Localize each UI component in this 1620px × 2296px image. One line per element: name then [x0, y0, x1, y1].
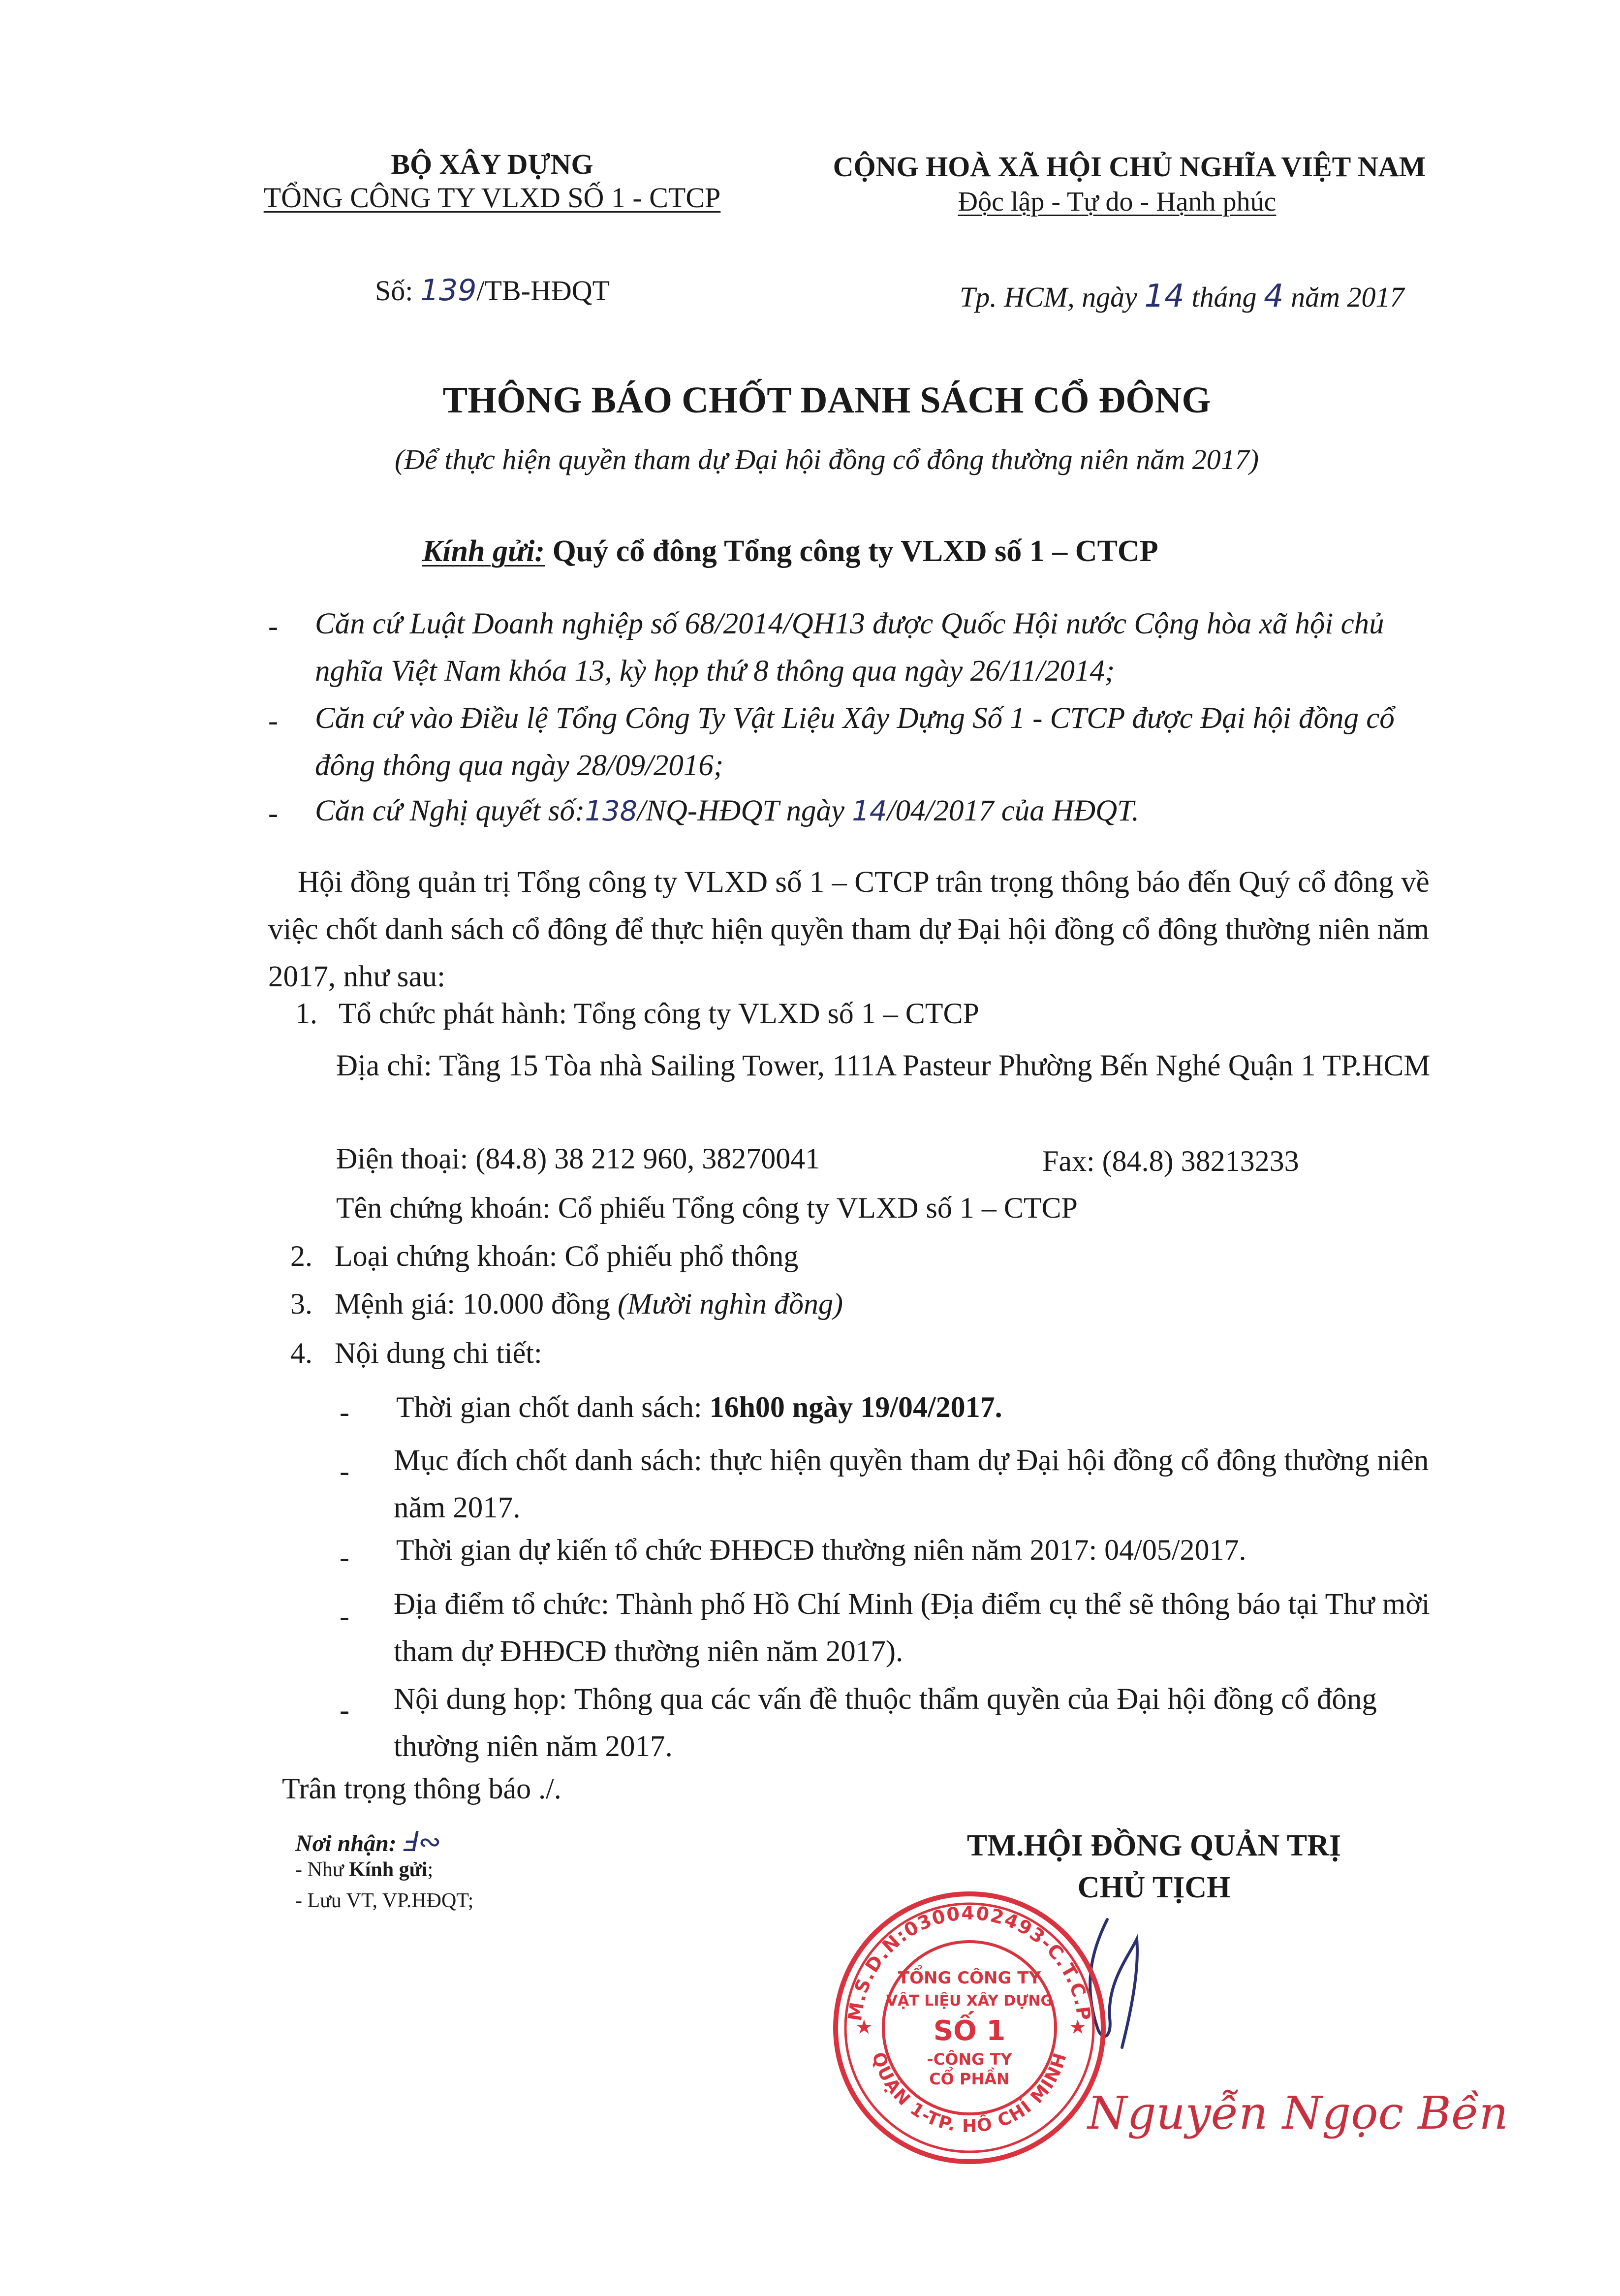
detail-agenda: Nội dung họp: Thông qua các vấn đề thuộc thẩm quyền của Đại hội đồng cổ đông thường niên năm 2017.: [394, 1683, 1377, 1763]
record-date-value: 16h00 ngày 19/04/2017.: [709, 1391, 1002, 1423]
addressee-label: Kính gửi:: [422, 535, 545, 568]
detail-dash: -: [340, 1541, 349, 1573]
recipients-label: [295, 1826, 441, 1858]
item-2-text: Loại chứng khoán: Cổ phiếu phổ thông: [335, 1240, 799, 1272]
country-name: CỘNG HOÀ XÃ HỘI CHỦ NGHĨA VIỆT NAM: [833, 151, 1426, 183]
stamp-line-5: CỔ PHẦN: [929, 2070, 1010, 2088]
detail-record-date: [396, 1390, 1002, 1424]
recipient-1: [295, 1858, 433, 1882]
basis-dash: -: [268, 704, 278, 737]
date-month-handwritten: 4: [1263, 278, 1284, 315]
basis-resolution-after: /04/2017 của HĐQT.: [887, 794, 1139, 827]
reference-number: [375, 273, 610, 308]
signature-title: CHỦ TỊCH: [1077, 1871, 1231, 1904]
recipient-2: - Lưu VT, VP.HĐQT;: [295, 1889, 474, 1912]
basis-item-resolution: [315, 787, 1432, 835]
basis-resolution-before: Căn cứ Nghị quyết số:: [315, 794, 585, 827]
item-3-text: [335, 1287, 843, 1321]
stamp-ring-top: M.S.D.N:0300402493-C.T.C.P: [843, 1902, 1095, 2023]
intro-paragraph: Hội đồng quản trị Tổng công ty VLXD số 1 – CTCP trân trọng thông báo đến Quý cổ đông về việc chốt danh sách cổ đông để thực hiện quyền tham dự Đại hội đồng cổ đông thường niên năm 2017, như sau:: [268, 866, 1430, 993]
addressee: [422, 534, 1158, 569]
resolution-number-handwritten: 138: [585, 795, 638, 827]
reference-prefix: Số:: [375, 275, 413, 307]
reference-suffix: /TB-HĐQT: [476, 275, 610, 307]
detail-dash: -: [340, 1396, 349, 1428]
basis-item: Căn cứ Luật Doanh nghiệp số 68/2014/QH13 được Quốc Hội nước Cộng hòa xã hội chủ nghĩa Việt Nam khóa 13, kỳ họp thứ 8 thông qua ngày 26/11/2014;: [315, 607, 1384, 688]
stamp-line-4: -CÔNG TY: [927, 2050, 1012, 2069]
issue-date: [960, 278, 1404, 315]
stamp-line-1: TỔNG CÔNG TY: [898, 1968, 1041, 1988]
signer-name: Nguyễn Ngọc Bền: [1088, 2087, 1508, 2139]
company-name: TỔNG CÔNG TY VLXD SỐ 1 - CTCP: [263, 182, 721, 214]
date-month-word: tháng: [1191, 281, 1257, 313]
par-value: Mệnh giá: 10.000 đồng: [335, 1288, 610, 1320]
recipient-1-prefix: - Như: [295, 1858, 344, 1881]
basis-item: Căn cứ vào Điều lệ Tổng Công Ty Vật Liệu Xây Dựng Số 1 - CTCP được Đại hội đồng cổ đông thông qua ngày 28/09/2016;: [315, 702, 1395, 782]
item-4-text: Nội dung chi tiết:: [335, 1337, 542, 1369]
signature-org: TM.HỘI ĐỒNG QUẢN TRỊ: [966, 1829, 1341, 1862]
document-title: THÔNG BÁO CHỐT DANH SÁCH CỔ ĐÔNG: [442, 379, 1211, 421]
detail-dash: -: [340, 1694, 349, 1726]
recipient-1-bold: Kính gửi: [349, 1858, 428, 1881]
item-3-number: 3.: [290, 1288, 312, 1320]
stamp-line-2: VẬT LIỆU XÂY DỰNG: [886, 1992, 1053, 2010]
recipients-label-text: Nơi nhận:: [295, 1830, 397, 1856]
stamp-star-right: ★: [1069, 2016, 1087, 2039]
stamp-ring-bottom: QUẬN 1-TP. HỒ CHÍ MINH: [868, 2049, 1071, 2137]
detail-purpose: Mục đích chốt danh sách: thực hiện quyền tham dự Đại hội đồng cổ đông thường niên năm 2017.: [394, 1444, 1429, 1524]
national-motto: Độc lập - Tự do - Hạnh phúc: [958, 187, 1277, 217]
closing-line: Trân trọng thông báo ./.: [282, 1772, 561, 1805]
detail-dash: -: [340, 1600, 349, 1633]
detail-dash: -: [340, 1455, 349, 1487]
issuer-fax: Fax: (84.8) 38213233: [1042, 1145, 1299, 1177]
basis-dash: -: [268, 797, 278, 829]
initial-handwritten: Ⅎ∾: [402, 1826, 441, 1858]
date-year: năm 2017: [1291, 281, 1404, 313]
stamp-line-3: SỐ 1: [933, 2015, 1006, 2047]
company-stamp: [827, 1885, 1112, 2170]
item-1-number: 1.: [295, 997, 317, 1030]
item-1-text: Tổ chức phát hành: Tổng công ty VLXD số 1 – CTCP: [339, 997, 979, 1030]
basis-dash: -: [268, 610, 278, 642]
date-day-handwritten: 14: [1144, 278, 1184, 315]
ministry-name: BỘ XÂY DỰNG: [391, 148, 593, 180]
detail-venue: Địa điểm tổ chức: Thành phố Hồ Chí Minh (Địa điểm cụ thể sẽ thông báo tại Thư mời tham dự ĐHĐCĐ thường niên năm 2017).: [394, 1588, 1430, 1668]
item-2-number: 2.: [290, 1240, 312, 1272]
par-value-words: (Mười nghìn đồng): [617, 1288, 843, 1320]
resolution-day-handwritten: 14: [852, 795, 887, 827]
document-subtitle: (Để thực hiện quyền tham dự Đại hội đồng cổ đông thường niên năm 2017): [394, 443, 1259, 475]
record-date-label: Thời gian chốt danh sách:: [396, 1391, 702, 1423]
reference-handwritten-number: 139: [420, 273, 477, 308]
issuer-phone: Điện thoại: (84.8) 38 212 960, 38270041: [336, 1142, 820, 1175]
basis-resolution-middle: /NQ-HĐQT ngày: [637, 794, 845, 827]
stamp-star-left: ★: [855, 2016, 873, 2039]
recipient-1-suffix: ;: [427, 1858, 434, 1881]
detail-meeting-date: Thời gian dự kiến tổ chức ĐHĐCĐ thường niên năm 2017: 04/05/2017.: [396, 1534, 1246, 1566]
addressee-text: Quý cổ đông Tổng công ty VLXD số 1 – CTCP: [552, 535, 1158, 568]
issuer-address: Địa chỉ: Tầng 15 Tòa nhà Sailing Tower, 111A Pasteur Phường Bến Nghé Quận 1 TP.HCM: [336, 1049, 1431, 1082]
item-4-number: 4.: [290, 1337, 312, 1369]
date-place: Tp. HCM, ngày: [960, 281, 1137, 313]
security-name: Tên chứng khoán: Cổ phiếu Tổng công ty VLXD số 1 – CTCP: [336, 1192, 1078, 1224]
